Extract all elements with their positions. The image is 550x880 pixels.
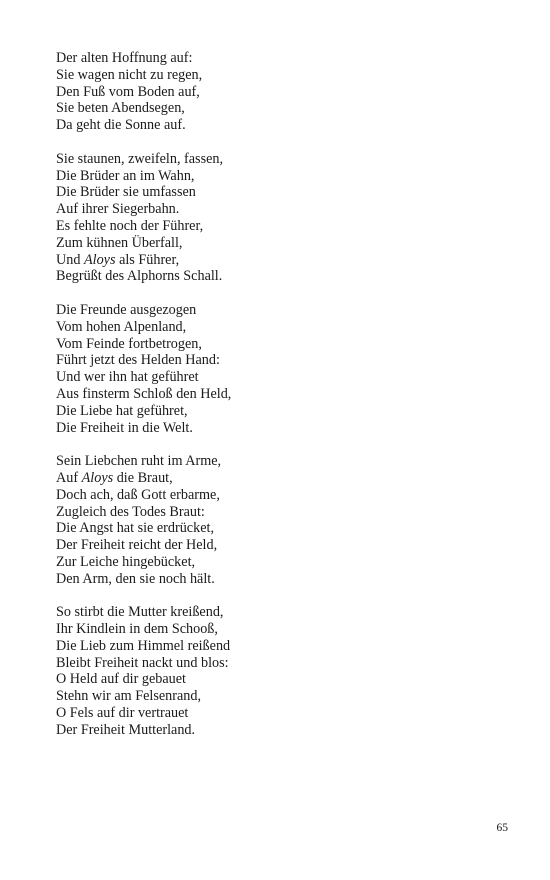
verse-line [56, 520, 516, 537]
stanza [56, 604, 516, 738]
verse-text: Es fehlte noch der Führer, [56, 217, 204, 234]
verse-line [56, 168, 516, 185]
italic-name: Aloys [83, 251, 116, 268]
italic-name: Aloys [81, 469, 114, 486]
verse-line [56, 403, 516, 420]
stanza [56, 50, 516, 134]
verse-text: Den Fuß vom Boden auf, [56, 83, 200, 100]
verse-line [56, 453, 516, 470]
verse-text: Die Angst hat sie erdrücket, [56, 520, 214, 537]
verse-text: O Fels auf dir vertrauet [56, 705, 189, 722]
verse-text: Aus finsterm Schloß den Held, [56, 385, 232, 402]
verse-line [56, 319, 516, 336]
verse-line [56, 655, 516, 672]
verse-text: Die Brüder sie umfassen [56, 184, 196, 201]
verse-text: Der Freiheit reicht der Held, [56, 537, 218, 554]
verse-line [56, 352, 516, 369]
verse-line [56, 369, 516, 386]
verse-line [56, 470, 516, 487]
verse-text: Begrüßt des Alphorns Schall. [56, 268, 223, 285]
verse-text: als Führer, [115, 251, 180, 268]
verse-text: Der alten Hoffnung auf: [56, 50, 193, 66]
verse-line [56, 151, 516, 168]
verse-text: Und wer ihn hat geführet [56, 369, 199, 386]
verse-text: Zum kühnen Überfall, [56, 234, 183, 251]
verse-text: Zugleich des Todes Braut: [56, 503, 205, 520]
verse-line [56, 571, 516, 588]
verse-line [56, 201, 516, 218]
verse-line [56, 604, 516, 621]
verse-line [56, 688, 516, 705]
verse-line [56, 705, 516, 722]
verse-text: Sein Liebchen ruht im Arme, [56, 453, 222, 470]
verse-line [56, 671, 516, 688]
verse-line [56, 67, 516, 84]
verse-line [56, 218, 516, 235]
verse-text: Auf [56, 469, 82, 486]
verse-line [56, 336, 516, 353]
verse-text: Auf ihrer Siegerbahn. [56, 201, 180, 218]
verse-line [56, 487, 516, 504]
verse-text: Die Liebe hat geführet, [56, 402, 188, 419]
verse-text: Sie staunen, zweifeln, fassen, [56, 150, 224, 167]
verse-text: Vom Feinde fortbetrogen, [56, 335, 202, 352]
stanza [56, 453, 516, 587]
verse-text: Stehn wir am Felsenrand, [56, 688, 201, 705]
verse-line [56, 235, 516, 252]
verse-text: Und [56, 251, 84, 268]
verse-line [56, 621, 516, 638]
verse-text: Die Freiheit in die Welt. [56, 419, 193, 436]
verse-text: Der Freiheit Mutterland. [56, 721, 196, 738]
verse-line [56, 268, 516, 285]
verse-line [56, 554, 516, 571]
verse-line [56, 537, 516, 554]
verse-text: Führt jetzt des Helden Hand: [56, 352, 220, 369]
verse-text: Doch ach, daß Gott erbarme, [56, 486, 220, 503]
verse-line [56, 117, 516, 134]
verse-text: So stirbt die Mutter kreißend, [56, 604, 224, 621]
stanza [56, 151, 516, 285]
verse-line [56, 504, 516, 521]
stanza [56, 302, 516, 436]
verse-text: Sie beten Abendsegen, [56, 100, 185, 117]
verse-text: Die Lieb zum Himmel reißend [56, 637, 231, 654]
verse-line [56, 420, 516, 437]
verse-line [56, 638, 516, 655]
verse-line [56, 100, 516, 117]
verse-text: Zur Leiche hingebücket, [56, 553, 196, 570]
verse-text: O Held auf dir gebauet [56, 671, 187, 688]
verse-line [56, 84, 516, 101]
verse-text: die Braut, [113, 469, 173, 486]
verse-text: Bleibt Freiheit nackt und blos: [56, 654, 229, 671]
verse-text: Vom hohen Alpenland, [56, 318, 187, 335]
poem-text [56, 50, 516, 755]
verse-line [56, 184, 516, 201]
verse-text: Da geht die Sonne auf. [56, 117, 186, 134]
verse-text: Den Arm, den sie noch hält. [56, 570, 215, 587]
verse-line [56, 302, 516, 319]
verse-text: Ihr Kindlein in dem Schooß, [56, 621, 218, 638]
verse-text: Sie wagen nicht zu regen, [56, 66, 203, 83]
verse-line [56, 386, 516, 403]
verse-line [56, 252, 516, 269]
verse-line [56, 50, 516, 67]
page-number: 65 [496, 822, 508, 834]
verse-text: Die Brüder an im Wahn, [56, 167, 195, 184]
verse-line [56, 722, 516, 739]
verse-text: Die Freunde ausgezogen [56, 301, 197, 318]
